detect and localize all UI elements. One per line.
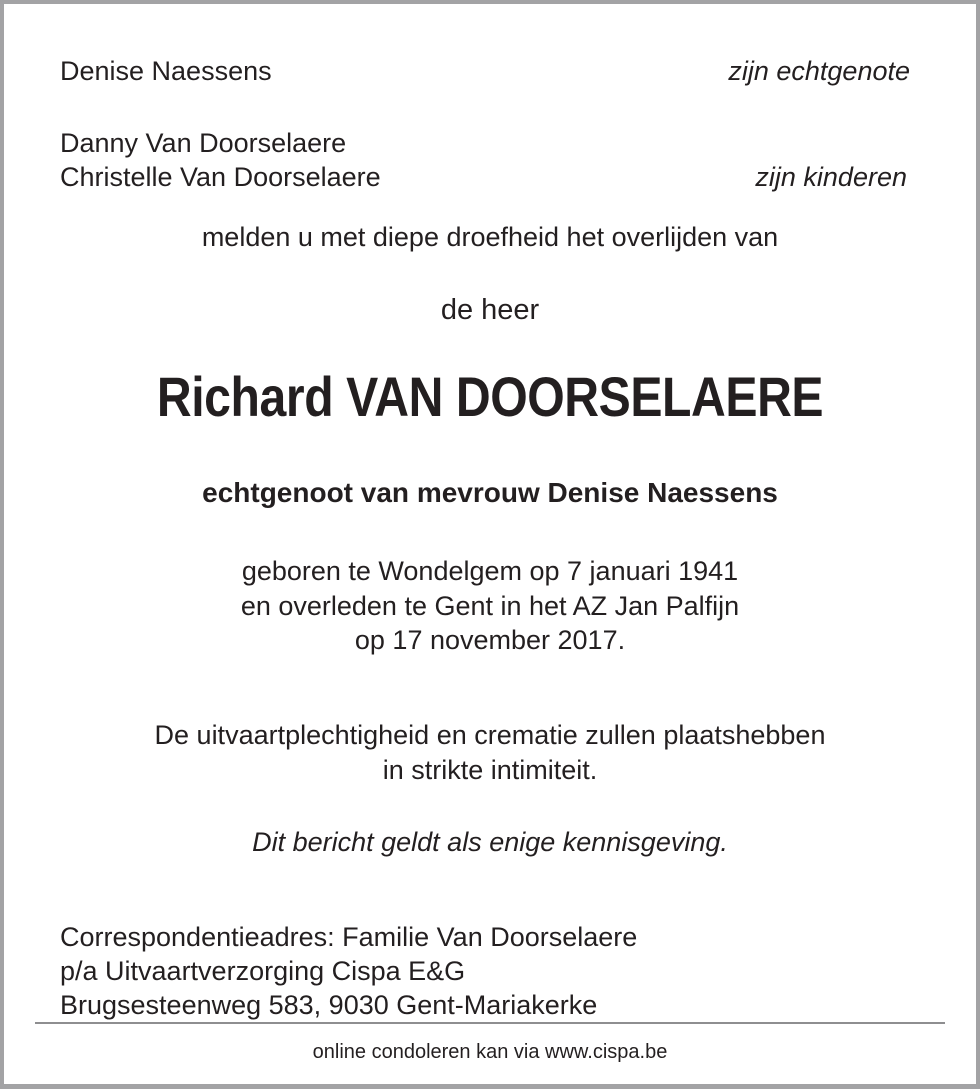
correspondence-line: p/a Uitvaartverzorging Cispa E&G bbox=[60, 956, 466, 986]
title: de heer bbox=[440, 294, 540, 326]
child-name: Danny Van Doorselaere bbox=[60, 128, 347, 158]
death-date: op 17 november 2017. bbox=[354, 625, 626, 655]
ceremony-line: in strikte intimiteit. bbox=[382, 755, 598, 785]
deceased-name: Richard VAN DOORSELAERE bbox=[156, 365, 824, 428]
death-line: en overleden te Gent in het AZ Jan Palfijn bbox=[240, 591, 740, 621]
spouse-role: zijn echtgenote bbox=[728, 56, 910, 86]
child-name: Christelle Van Doorselaere bbox=[60, 162, 381, 192]
divider bbox=[35, 1022, 945, 1024]
correspondence-line: Correspondentieadres: Familie Van Doorselaere bbox=[60, 922, 638, 952]
spouse-name: Denise Naessens bbox=[60, 56, 272, 86]
announcement: melden u met diepe droefheid het overlijden van bbox=[201, 222, 779, 252]
notice-text: Dit bericht geldt als enige kennisgeving. bbox=[252, 827, 728, 857]
correspondence-line: Brugsesteenweg 583, 9030 Gent-Mariakerke bbox=[60, 990, 598, 1020]
ceremony-line: De uitvaartplechtigheid en crematie zullen plaatshebben bbox=[154, 720, 826, 750]
relation: echtgenoot van mevrouw Denise Naessens bbox=[202, 477, 778, 508]
footer-condolence: online condoleren kan via www.cispa.be bbox=[312, 1041, 668, 1063]
birth-line: geboren te Wondelgem op 7 januari 1941 bbox=[241, 556, 739, 586]
children-role: zijn kinderen bbox=[755, 162, 907, 192]
